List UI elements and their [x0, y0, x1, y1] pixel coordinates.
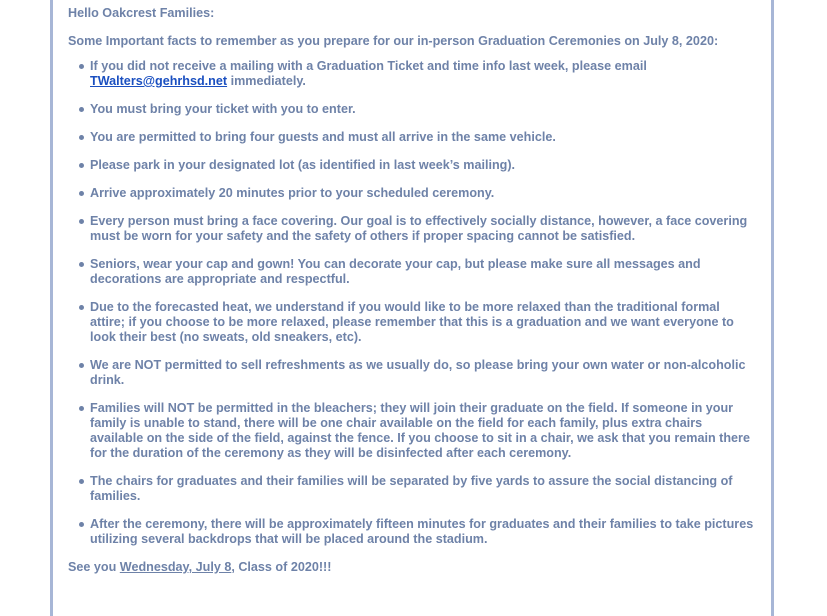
- email-link[interactable]: TWalters@gehrhsd.net: [90, 74, 228, 88]
- list-item: Arrive approximately 20 minutes prior to your scheduled ceremony.: [90, 186, 758, 201]
- list-item: The chairs for graduates and their families will be separated by five yards to assure the social distancing of families.: [90, 474, 758, 504]
- list-item: After the ceremony, there will be approximately fifteen minutes for graduates and their families to take pictures utilizing several backdrops that will be placed around the stadium.: [90, 517, 758, 547]
- list-item: Please park in your designated lot (as identified in last week’s mailing).: [90, 158, 758, 173]
- letter-body: [68, 6, 758, 575]
- list-item-text: immediately.: [227, 74, 306, 88]
- list-item: Seniors, wear your cap and gown! You can decorate your cap, but please make sure all messages and decorations are appropriate and respectful.: [90, 257, 758, 287]
- closing-text: See you: [68, 560, 120, 574]
- greeting: Hello Oakcrest Families:: [68, 6, 215, 20]
- list-item-text: If you did not receive a mailing with a Graduation Ticket and time info last week, please email: [90, 59, 647, 73]
- list-item: Families will NOT be permitted in the bleachers; they will join their graduate on the field. If someone in your family is unable to stand, there will be one chair available on the field for each family, plus extra chairs available on the side of the field, against the fence. If you choose to sit in a chair, we ask that you remain there for the duration of the ceremony as they will be disinfected after each ceremony.: [90, 401, 758, 461]
- intro-paragraph: Some Important facts to remember as you prepare for our in-person Graduation Ceremonies on July 8, 2020:: [68, 34, 719, 48]
- facts-list: [68, 59, 758, 547]
- list-item: Due to the forecasted heat, we understand if you would like to be more relaxed than the traditional formal attire; if you choose to be more relaxed, please remember that this is a graduation and we want everyone to look their best (no sweats, old sneakers, etc).: [90, 300, 758, 345]
- list-item: [90, 59, 758, 89]
- list-item: You are permitted to bring four guests and must all arrive in the same vehicle.: [90, 130, 758, 145]
- list-item: Every person must bring a face covering. Our goal is to effectively socially distance, however, a face covering must be worn for your safety and the safety of others if proper spacing cannot be satisfied.: [90, 214, 758, 244]
- list-item: You must bring your ticket with you to enter.: [90, 102, 758, 117]
- letter-frame: [50, 0, 774, 616]
- closing-line: [68, 560, 758, 575]
- closing-date: Wednesday, July 8: [119, 560, 232, 574]
- closing-text: , Class of 2020!!!: [231, 560, 332, 574]
- list-item: We are NOT permitted to sell refreshments as we usually do, so please bring your own water or non-alcoholic drink.: [90, 358, 758, 388]
